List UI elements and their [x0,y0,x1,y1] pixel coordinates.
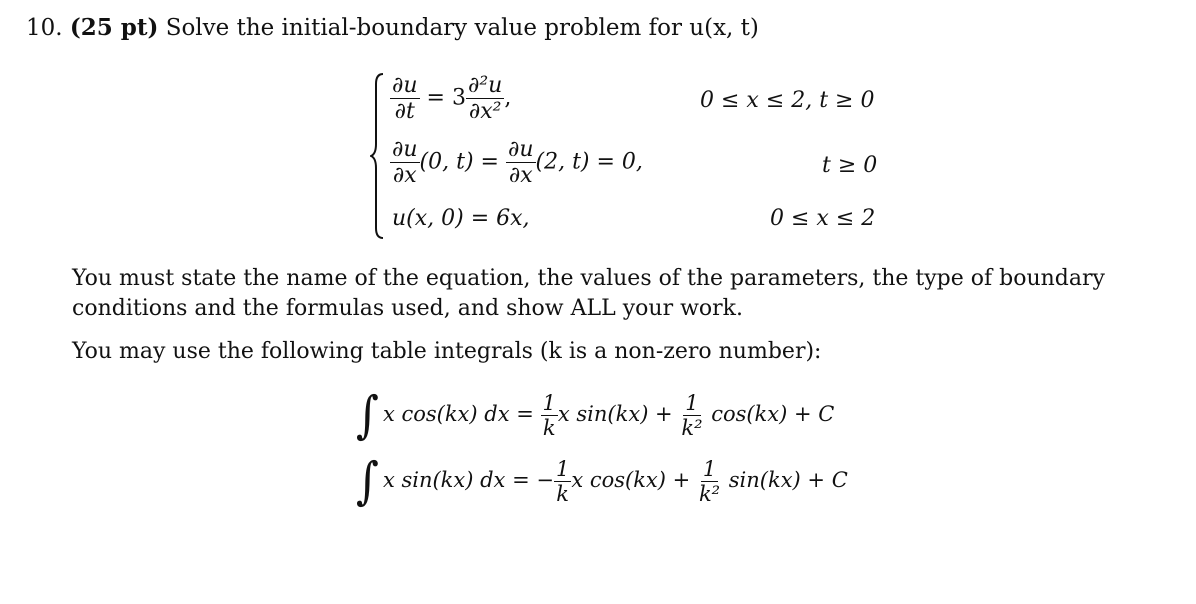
integral-cos-row [356,385,835,445]
integral-sin-t1: x cos(kx) + [571,468,691,493]
pde-rhs-den: ∂x² [468,99,502,125]
integral-sin-f1 [554,458,571,505]
ic-condition: 0 ≤ x ≤ 2 [770,206,876,231]
integral-cos-f1-num: 1 [542,391,556,415]
integral-cos-f2 [679,392,704,439]
pde-lhs-num: ∂u [392,73,418,98]
integral-cos-f2-den: k² [681,416,703,441]
integral-sin-integrand: x sin(kx) dx = − [382,468,554,493]
integral-sign-icon: ∫ [356,451,379,511]
bc-d1-den: ∂x [392,163,417,189]
left-brace-icon [370,72,384,240]
bc-arg1: (0, t) = [419,149,499,175]
ic-expression: u(x, 0) = 6x, [392,206,530,231]
pde-row [390,74,511,123]
bc-d1-num: ∂u [392,137,418,162]
bc-d1-fraction [390,138,420,187]
integral-sin-f2-den: k² [698,482,721,507]
integral-cos-f1 [541,392,558,439]
integral-sin-f1-num: 1 [555,457,570,481]
integral-sin-f1-den: k [556,482,569,507]
integral-sin-t2: sin(kx) + C [728,468,848,493]
bc-arg2: (2, t) = 0, [535,149,643,175]
pde-coef: = 3 [426,85,466,111]
pde-lhs-den: ∂t [394,99,415,125]
integral-cos-f1-den: k [542,416,556,441]
integral-sin-f2 [697,458,722,505]
problem-statement: Solve the initial-boundary value problem for u(x, t) [165,15,759,41]
bc-d2-num: ∂u [507,137,534,162]
pde-rhs-num: ∂²u [467,73,503,98]
integral-sign-icon: ∫ [356,385,379,445]
problem-header [26,14,759,41]
problem-number: 10. [26,15,63,41]
integral-cos-f2-num: 1 [685,391,699,415]
integral-cos-integrand: x cos(kx) dx = [382,402,534,427]
integral-sin-row [356,451,848,511]
pde-condition: 0 ≤ x ≤ 2, t ≥ 0 [700,88,875,113]
pde-rhs-fraction [466,74,504,123]
problem-points: (25 pt) [69,14,159,41]
integral-cos-t1: x sin(kx) + [557,402,673,427]
instruction-line-3: You may use the following table integrals (k is a non-zero number): [72,339,822,364]
pde-trail: , [504,85,512,111]
pde-lhs-fraction [390,74,420,123]
bc-condition: t ≥ 0 [822,153,878,178]
bc-d2-den: ∂x [508,163,533,189]
system-brace [370,72,384,240]
integral-cos-t2: cos(kx) + C [711,402,835,427]
integral-sin-f2-num: 1 [702,457,717,481]
instruction-line-2: conditions and the formulas used, and show ALL your work. [72,296,743,321]
bc-row [390,138,643,187]
bc-d2-fraction [506,138,536,187]
instruction-line-1: You must state the name of the equation, the values of the parameters, the type of boundary [72,266,1105,291]
